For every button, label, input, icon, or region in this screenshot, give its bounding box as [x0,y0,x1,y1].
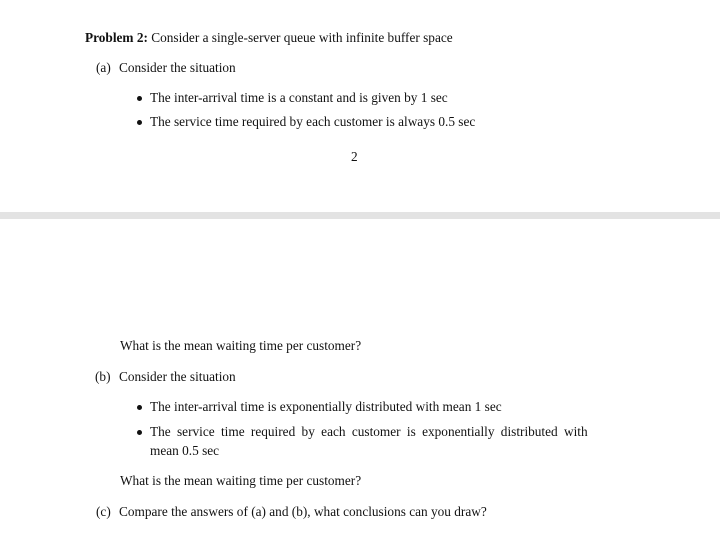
part-b-bullet-2-cont: mean 0.5 sec [150,443,220,458]
part-b-question: What is the mean waiting time per customer? [120,473,362,488]
part-a-marker: (a) [96,60,111,75]
part-a-lead: Consider the situation [119,60,236,75]
part-b-bullet-1: The inter-arrival time is exponentially distributed with mean 1 sec [150,399,502,414]
part-a-bullet-1: The inter-arrival time is a constant and is given by 1 sec [150,90,448,105]
bullet-icon [137,120,142,125]
problem-label: Problem 2: [85,30,148,45]
part-c-text: Compare the answers of (a) and (b), what conclusions can you draw? [119,504,487,519]
problem-intro: Consider a single-server queue with infinite buffer space [151,30,453,45]
part-a-bullet-2: The service time required by each customer is always 0.5 sec [150,114,476,129]
page-number: 2 [351,149,358,164]
bullet-icon [137,430,142,435]
bullet-icon [137,405,142,410]
part-b-marker: (b) [95,369,111,384]
problem-heading [85,30,453,46]
part-b-lead: Consider the situation [119,369,236,384]
bullet-icon [137,96,142,101]
part-b-bullet-2: The service time required by each customer is exponentially distributed with [150,424,588,439]
part-c-marker: (c) [96,504,111,519]
part-a-question: What is the mean waiting time per customer? [120,338,362,353]
page-separator [0,212,720,219]
